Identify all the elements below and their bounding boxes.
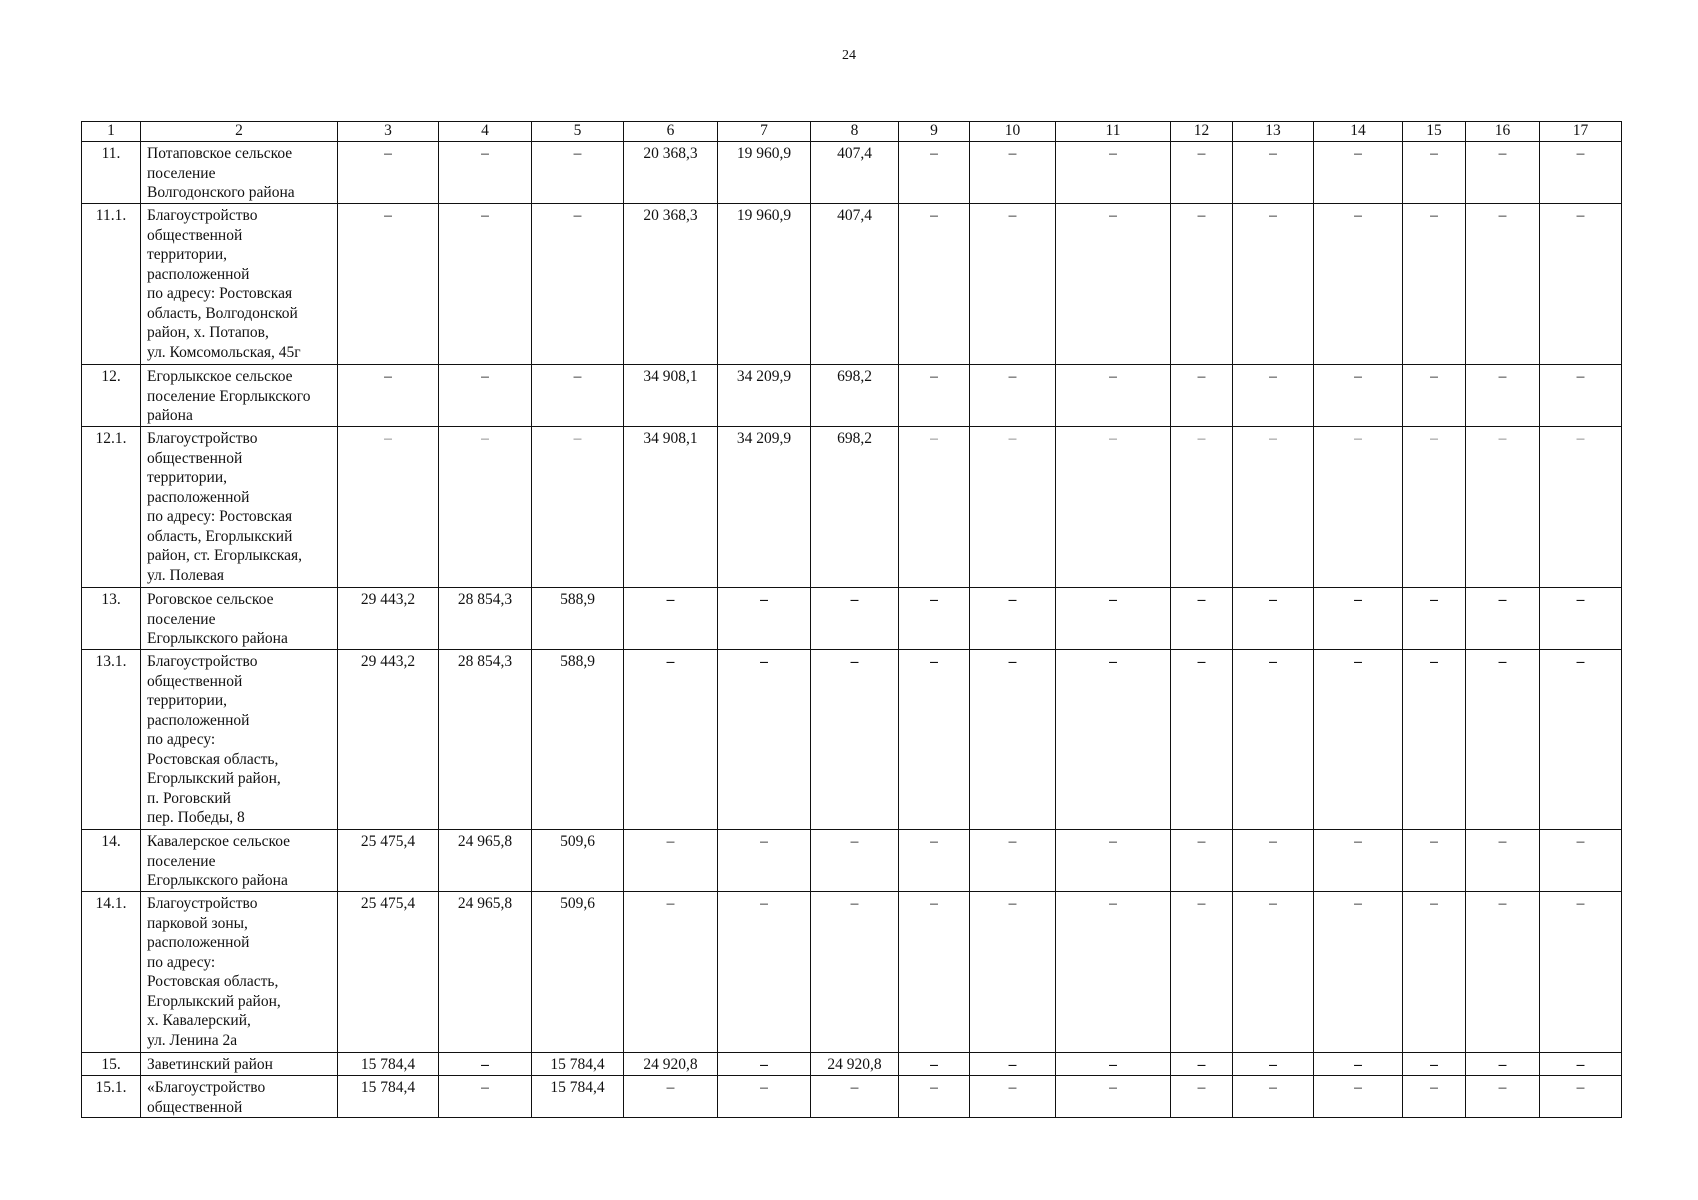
- header-cell: 1: [82, 122, 141, 142]
- row-number: 13.1.: [82, 650, 141, 830]
- value-cell: –: [811, 650, 899, 830]
- row-number: 14.: [82, 830, 141, 892]
- table-row: [82, 365, 1622, 427]
- value-cell: –: [1171, 1076, 1233, 1118]
- value-cell: –: [811, 1076, 899, 1118]
- value-cell: –: [1466, 365, 1540, 427]
- value-cell: 407,4: [811, 204, 899, 365]
- value-cell: –: [1540, 204, 1622, 365]
- value-cell: –: [1540, 1053, 1622, 1076]
- value-cell: –: [1314, 204, 1403, 365]
- header-cell: 17: [1540, 122, 1622, 142]
- value-cell: –: [439, 204, 532, 365]
- row-name: Благоустройство общественной территории, расположенной по адресу: Ростовская область, Егорлыкский район, ст. Егорлыкская, ул. Полевая: [141, 427, 338, 588]
- value-cell: –: [899, 588, 970, 650]
- value-cell: –: [899, 1076, 970, 1118]
- value-cell: –: [1233, 204, 1314, 365]
- value-cell: –: [970, 365, 1056, 427]
- value-cell: –: [1540, 427, 1622, 588]
- value-cell: –: [970, 1076, 1056, 1118]
- value-cell: –: [439, 427, 532, 588]
- row-number: 12.1.: [82, 427, 141, 588]
- value-cell: –: [970, 892, 1056, 1053]
- value-cell: –: [1403, 365, 1466, 427]
- value-cell: –: [970, 142, 1056, 204]
- value-cell: –: [1171, 650, 1233, 830]
- value-cell: –: [1233, 892, 1314, 1053]
- table-row: [82, 588, 1622, 650]
- value-cell: –: [439, 142, 532, 204]
- value-cell: –: [718, 892, 811, 1053]
- page-number: 24: [842, 48, 856, 63]
- value-cell: –: [1233, 588, 1314, 650]
- value-cell: –: [970, 204, 1056, 365]
- value-cell: –: [624, 892, 718, 1053]
- value-cell: 29 443,2: [338, 588, 439, 650]
- value-cell: –: [718, 588, 811, 650]
- value-cell: 34 209,9: [718, 427, 811, 588]
- row-number: 13.: [82, 588, 141, 650]
- value-cell: –: [1233, 830, 1314, 892]
- value-cell: –: [1171, 204, 1233, 365]
- value-cell: –: [1466, 1053, 1540, 1076]
- value-cell: –: [718, 1053, 811, 1076]
- value-cell: –: [1171, 427, 1233, 588]
- header-cell: 14: [1314, 122, 1403, 142]
- value-cell: 588,9: [532, 588, 624, 650]
- value-cell: –: [532, 204, 624, 365]
- value-cell: –: [1466, 650, 1540, 830]
- value-cell: –: [1233, 427, 1314, 588]
- value-cell: –: [1314, 650, 1403, 830]
- value-cell: 29 443,2: [338, 650, 439, 830]
- value-cell: –: [1233, 365, 1314, 427]
- header-cell: 10: [970, 122, 1056, 142]
- value-cell: –: [1403, 588, 1466, 650]
- row-name: Егорлыкское сельское поселение Егорлыкского района: [141, 365, 338, 427]
- value-cell: –: [1540, 365, 1622, 427]
- table-row: [82, 1076, 1622, 1118]
- value-cell: –: [1540, 142, 1622, 204]
- header-cell: 12: [1171, 122, 1233, 142]
- row-number: 15.: [82, 1053, 141, 1076]
- value-cell: –: [624, 588, 718, 650]
- value-cell: –: [1403, 830, 1466, 892]
- value-cell: –: [1540, 588, 1622, 650]
- value-cell: 20 368,3: [624, 142, 718, 204]
- value-cell: –: [1233, 1076, 1314, 1118]
- value-cell: –: [970, 588, 1056, 650]
- row-name: Потаповское сельское поселение Волгодонского района: [141, 142, 338, 204]
- value-cell: 15 784,4: [532, 1053, 624, 1076]
- value-cell: –: [1233, 1053, 1314, 1076]
- value-cell: –: [1233, 650, 1314, 830]
- value-cell: –: [1403, 1076, 1466, 1118]
- value-cell: 19 960,9: [718, 142, 811, 204]
- value-cell: –: [1540, 830, 1622, 892]
- header-cell: 8: [811, 122, 899, 142]
- header-cell: 15: [1403, 122, 1466, 142]
- value-cell: –: [1314, 830, 1403, 892]
- value-cell: –: [1171, 365, 1233, 427]
- value-cell: –: [1056, 204, 1171, 365]
- value-cell: –: [1171, 588, 1233, 650]
- value-cell: 34 209,9: [718, 365, 811, 427]
- value-cell: –: [1403, 650, 1466, 830]
- value-cell: –: [811, 588, 899, 650]
- value-cell: –: [1403, 427, 1466, 588]
- row-name: Благоустройство общественной территории, расположенной по адресу: Ростовская область, Волгодонской район, х. Потапов, ул. Комсомольская, 45г: [141, 204, 338, 365]
- value-cell: –: [338, 427, 439, 588]
- value-cell: 20 368,3: [624, 204, 718, 365]
- value-cell: 34 908,1: [624, 427, 718, 588]
- value-cell: 509,6: [532, 830, 624, 892]
- header-row: [82, 122, 1622, 142]
- value-cell: –: [1314, 588, 1403, 650]
- value-cell: 588,9: [532, 650, 624, 830]
- header-cell: 2: [141, 122, 338, 142]
- value-cell: –: [1056, 650, 1171, 830]
- value-cell: –: [439, 365, 532, 427]
- value-cell: –: [1466, 204, 1540, 365]
- value-cell: –: [1403, 204, 1466, 365]
- value-cell: 24 920,8: [624, 1053, 718, 1076]
- value-cell: –: [1403, 142, 1466, 204]
- value-cell: –: [811, 892, 899, 1053]
- value-cell: –: [1314, 142, 1403, 204]
- value-cell: –: [1540, 1076, 1622, 1118]
- value-cell: 24 965,8: [439, 892, 532, 1053]
- table-row: [82, 204, 1622, 365]
- value-cell: 34 908,1: [624, 365, 718, 427]
- value-cell: –: [338, 204, 439, 365]
- value-cell: –: [899, 650, 970, 830]
- value-cell: –: [899, 427, 970, 588]
- value-cell: –: [899, 1053, 970, 1076]
- value-cell: –: [624, 1076, 718, 1118]
- value-cell: –: [899, 830, 970, 892]
- value-cell: –: [970, 830, 1056, 892]
- value-cell: –: [1171, 142, 1233, 204]
- value-cell: 19 960,9: [718, 204, 811, 365]
- value-cell: –: [1540, 650, 1622, 830]
- value-cell: –: [1056, 1076, 1171, 1118]
- value-cell: –: [1314, 427, 1403, 588]
- value-cell: –: [624, 830, 718, 892]
- value-cell: –: [970, 1053, 1056, 1076]
- table-row: [82, 427, 1622, 588]
- value-cell: –: [811, 830, 899, 892]
- value-cell: –: [1056, 1053, 1171, 1076]
- value-cell: –: [718, 830, 811, 892]
- table-row: [82, 892, 1622, 1053]
- header-cell: 4: [439, 122, 532, 142]
- value-cell: –: [1233, 142, 1314, 204]
- value-cell: –: [899, 204, 970, 365]
- value-cell: 15 784,4: [338, 1076, 439, 1118]
- value-cell: –: [532, 427, 624, 588]
- value-cell: –: [1466, 142, 1540, 204]
- value-cell: –: [338, 365, 439, 427]
- value-cell: –: [1171, 1053, 1233, 1076]
- row-name: Роговское сельское поселение Егорлыкского района: [141, 588, 338, 650]
- value-cell: –: [1314, 892, 1403, 1053]
- header-cell: 16: [1466, 122, 1540, 142]
- row-number: 11.: [82, 142, 141, 204]
- value-cell: 15 784,4: [338, 1053, 439, 1076]
- row-number: 14.1.: [82, 892, 141, 1053]
- value-cell: –: [1540, 892, 1622, 1053]
- table-row: [82, 142, 1622, 204]
- value-cell: 24 920,8: [811, 1053, 899, 1076]
- value-cell: –: [1466, 1076, 1540, 1118]
- value-cell: –: [970, 427, 1056, 588]
- value-cell: –: [1056, 427, 1171, 588]
- value-cell: –: [1403, 1053, 1466, 1076]
- value-cell: 25 475,4: [338, 830, 439, 892]
- table-row: [82, 1053, 1622, 1076]
- value-cell: –: [1056, 588, 1171, 650]
- value-cell: –: [1171, 892, 1233, 1053]
- value-cell: –: [439, 1053, 532, 1076]
- header-cell: 3: [338, 122, 439, 142]
- budget-table: [81, 121, 1622, 1118]
- value-cell: 24 965,8: [439, 830, 532, 892]
- value-cell: –: [532, 365, 624, 427]
- value-cell: –: [1314, 1053, 1403, 1076]
- row-number: 15.1.: [82, 1076, 141, 1118]
- row-number: 12.: [82, 365, 141, 427]
- header-cell: 6: [624, 122, 718, 142]
- value-cell: –: [718, 1076, 811, 1118]
- value-cell: –: [899, 892, 970, 1053]
- value-cell: –: [970, 650, 1056, 830]
- table-row: [82, 650, 1622, 830]
- value-cell: –: [338, 142, 439, 204]
- value-cell: –: [1056, 142, 1171, 204]
- row-name: Кавалерское сельское поселение Егорлыкского района: [141, 830, 338, 892]
- table-row: [82, 830, 1622, 892]
- value-cell: –: [532, 142, 624, 204]
- value-cell: 28 854,3: [439, 588, 532, 650]
- row-name: Благоустройство парковой зоны, расположенной по адресу: Ростовская область, Егорлыкский район, х. Кавалерский, ул. Ленина 2а: [141, 892, 338, 1053]
- value-cell: 698,2: [811, 365, 899, 427]
- value-cell: 407,4: [811, 142, 899, 204]
- value-cell: –: [718, 650, 811, 830]
- row-name: Заветинский район: [141, 1053, 338, 1076]
- row-name: «Благоустройство общественной: [141, 1076, 338, 1118]
- value-cell: –: [1403, 892, 1466, 1053]
- value-cell: –: [1466, 588, 1540, 650]
- header-cell: 9: [899, 122, 970, 142]
- value-cell: –: [899, 365, 970, 427]
- value-cell: 509,6: [532, 892, 624, 1053]
- value-cell: 25 475,4: [338, 892, 439, 1053]
- header-cell: 13: [1233, 122, 1314, 142]
- value-cell: 15 784,4: [532, 1076, 624, 1118]
- header-cell: 7: [718, 122, 811, 142]
- value-cell: –: [1466, 892, 1540, 1053]
- value-cell: –: [624, 650, 718, 830]
- value-cell: –: [1314, 365, 1403, 427]
- value-cell: 698,2: [811, 427, 899, 588]
- header-cell: 11: [1056, 122, 1171, 142]
- row-name: Благоустройство общественной территории, расположенной по адресу: Ростовская область, Егорлыкский район, п. Роговский пер. Победы, 8: [141, 650, 338, 830]
- row-number: 11.1.: [82, 204, 141, 365]
- value-cell: –: [1056, 365, 1171, 427]
- value-cell: –: [1171, 830, 1233, 892]
- value-cell: –: [1314, 1076, 1403, 1118]
- value-cell: –: [1056, 830, 1171, 892]
- value-cell: –: [1466, 830, 1540, 892]
- value-cell: –: [1056, 892, 1171, 1053]
- header-cell: 5: [532, 122, 624, 142]
- value-cell: –: [899, 142, 970, 204]
- value-cell: –: [439, 1076, 532, 1118]
- value-cell: –: [1466, 427, 1540, 588]
- value-cell: 28 854,3: [439, 650, 532, 830]
